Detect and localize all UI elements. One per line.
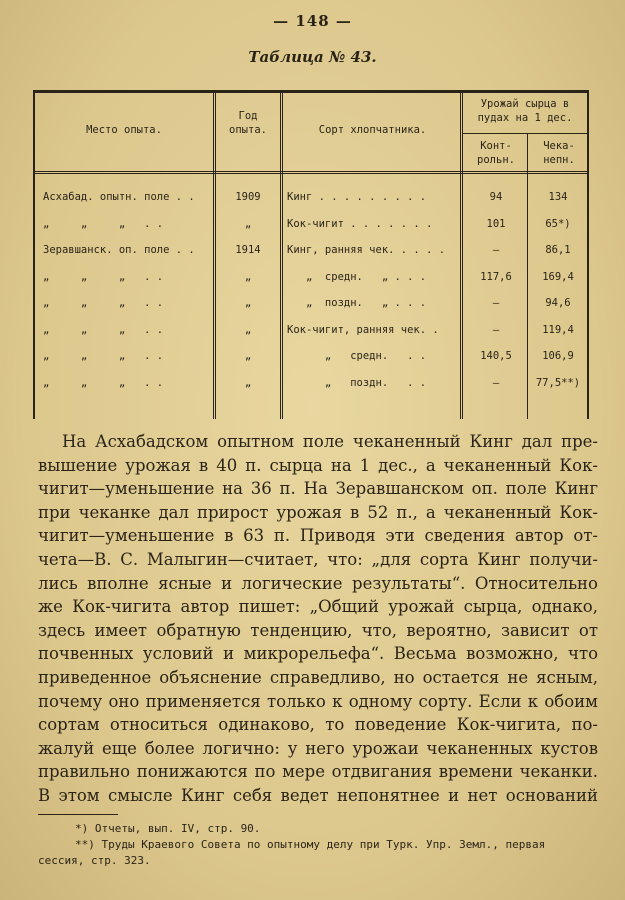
table-cell-control: — bbox=[492, 297, 500, 309]
footnote-2: **) Труды Краевого Совета по опытному делу при Турк. Упр. Земл., первая bbox=[75, 838, 546, 851]
subheader-separator bbox=[462, 133, 587, 134]
text-line: здесь имеет обратную тенденцию, что, вероятно, зависит от bbox=[38, 620, 598, 640]
table-cell-topped: 119,4 bbox=[542, 323, 574, 336]
table-cell-variety: Кинг, ранняя чек. . . . . bbox=[287, 244, 446, 256]
table-cell-control: 94 bbox=[489, 191, 503, 203]
text-line: сортам относиться одинаково, то поведение Кок-чигита, по- bbox=[38, 715, 598, 735]
table-cell-variety: Кок-чигит . . . . . . . bbox=[287, 217, 433, 230]
text-line: правильно понижаются по мере отдвигания времени чеканки. bbox=[38, 762, 598, 782]
table-cell-topped: 86,1 bbox=[545, 244, 571, 256]
table-cell-place: Зеравшанск. оп. поле . . bbox=[43, 244, 195, 256]
header-year: Год опыта. bbox=[229, 110, 267, 136]
table-cell-place: Асхабад. опытн. поле . . bbox=[43, 191, 195, 203]
header-separator bbox=[35, 171, 587, 174]
table-cell-year: „ bbox=[244, 350, 252, 362]
table-cell-year: „ bbox=[244, 217, 252, 230]
text-line: чигит—уменьшение на 36 п. На Зеравшанском оп. поле Кинг bbox=[38, 479, 598, 499]
table-cell-variety: Кок-чигит, ранняя чек. . bbox=[287, 323, 439, 336]
table-cell-year: „ bbox=[244, 297, 252, 309]
table-cell-control: — bbox=[492, 323, 500, 336]
table-cell-topped: 94,6 bbox=[545, 297, 571, 309]
table-cell-place: „ „ „ . . bbox=[43, 217, 164, 230]
text-line: лись вполне ясные и логические результаты“. Относительно bbox=[38, 573, 598, 593]
table-cell-variety: „ средн. „ . . . bbox=[287, 270, 427, 283]
table-cell-control: — bbox=[492, 244, 500, 256]
text-line: при чеканке дал прирост урожая в 52 п., а чеканенный Кок- bbox=[38, 502, 598, 522]
table-cell-year: „ bbox=[244, 376, 252, 389]
text-line: жалуй еще более логично: у него урожаи чеканенных кустов bbox=[38, 738, 598, 758]
table-cell-topped: 65*) bbox=[545, 217, 571, 230]
table-cell-variety: „ поздн. „ . . . bbox=[287, 297, 427, 309]
table-cell-place: „ „ „ . . bbox=[43, 323, 164, 336]
header-topped: Чека-непн. bbox=[543, 140, 575, 166]
text-line: же Кок-чигита автор пишет: „Общий урожай сырца, однако, bbox=[38, 597, 598, 617]
text-line: На Асхабадском опытном поле чеканенный Кинг дал пре- bbox=[62, 432, 598, 451]
text-line: вышение урожая в 40 п. сырца на 1 дес., а чеканенный Кок- bbox=[38, 455, 598, 475]
header-place: Место опыта. bbox=[86, 124, 162, 136]
table-cell-variety: „ поздн. . . bbox=[287, 376, 427, 389]
table-cell-control: 117,6 bbox=[480, 270, 512, 283]
table-cell-variety: „ средн. . . bbox=[287, 350, 427, 362]
table-title: Таблица № 43. bbox=[248, 48, 377, 66]
table-cell-topped: 106,9 bbox=[542, 350, 574, 362]
text-line: почвенных условий и микрорельефа“. Весьма возможно, что bbox=[38, 644, 598, 664]
text-line: В этом смысле Кинг себя ведет непонятнее и нет оснований bbox=[38, 785, 598, 805]
table-cell-place: „ „ „ . . bbox=[43, 350, 164, 362]
column-divider bbox=[460, 93, 463, 419]
header-control: Конт-рольн. bbox=[477, 140, 515, 166]
header-yield: Урожай сырца в пудах на 1 дес. bbox=[477, 98, 573, 124]
footnote-rule bbox=[38, 814, 118, 815]
table-cell-topped: 134 bbox=[548, 191, 568, 203]
text-line: почему оно применяется только к одному сорту. Если к обоим bbox=[38, 691, 598, 711]
table-cell-topped: 169,4 bbox=[542, 270, 574, 283]
footnote-1: *) Отчеты, вып. IV, стр. 90. bbox=[75, 822, 261, 835]
table-cell-year: „ bbox=[244, 323, 252, 336]
table-cell-variety: Кинг . . . . . . . . . bbox=[287, 191, 427, 203]
column-divider bbox=[527, 134, 528, 419]
table-cell-place: „ „ „ . . bbox=[43, 297, 164, 309]
table-cell-topped: 77,5**) bbox=[535, 376, 581, 389]
text-line: чигит—уменьшение в 63 п. Приводя эти сведения автор от- bbox=[38, 526, 598, 546]
footnote-2-cont: сессия, стр. 323. bbox=[38, 854, 151, 867]
table-cell-control: — bbox=[492, 376, 500, 389]
page-number: — 148 — bbox=[273, 12, 352, 30]
column-divider bbox=[213, 93, 216, 419]
table-cell-year: „ bbox=[244, 270, 252, 283]
table-cell-year: 1914 bbox=[235, 244, 261, 256]
table-cell-place: „ „ „ . . bbox=[43, 270, 164, 283]
data-table bbox=[33, 90, 589, 419]
table-cell-year: 1909 bbox=[235, 191, 261, 203]
text-line: приведенное объяснение справедливо, но остается не ясным, bbox=[38, 667, 598, 687]
text-line: чета—В. С. Малыгин—считает, что: „для сорта Кинг получи- bbox=[38, 549, 598, 569]
header-variety: Сорт хлопчатника. bbox=[318, 124, 427, 136]
table-cell-control: 101 bbox=[486, 217, 506, 230]
column-divider bbox=[280, 93, 283, 419]
table-cell-control: 140,5 bbox=[480, 350, 512, 362]
body-text bbox=[38, 430, 598, 808]
table-cell-place: „ „ „ . . bbox=[43, 376, 164, 389]
